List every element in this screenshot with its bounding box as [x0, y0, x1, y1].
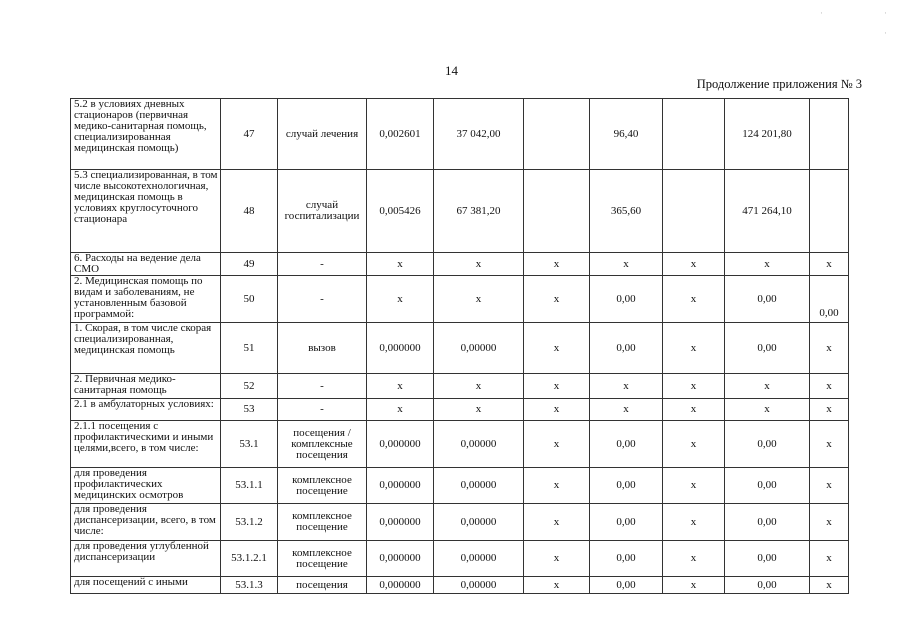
cell-c2: 0,00000 — [434, 421, 524, 468]
cell-c7 — [810, 170, 849, 253]
cell-num: 53 — [221, 399, 278, 421]
cell-unit: комплексное посещение — [278, 504, 367, 541]
table-row — [71, 170, 849, 253]
cell-c2: 0,00000 — [434, 468, 524, 504]
cell-c7 — [810, 99, 849, 170]
cell-c1: x — [367, 374, 434, 399]
cell-c1: 0,000000 — [367, 468, 434, 504]
scan-speck: · — [884, 8, 887, 18]
cell-c6: 471 264,10 — [725, 170, 810, 253]
cell-c2: 0,00000 — [434, 504, 524, 541]
row-name: 2.1 в амбулаторных условиях: — [71, 399, 221, 421]
cell-c3: x — [524, 276, 590, 323]
cell-unit: случай лечения — [278, 99, 367, 170]
cell-c1: 0,005426 — [367, 170, 434, 253]
cell-c4: 96,40 — [590, 99, 663, 170]
cell-num: 53.1.1 — [221, 468, 278, 504]
cell-c6: 0,00 — [725, 276, 810, 323]
cell-c3: x — [524, 468, 590, 504]
cell-c4: 0,00 — [590, 468, 663, 504]
cell-c4: x — [590, 374, 663, 399]
cell-unit: - — [278, 276, 367, 323]
cell-c5: x — [663, 253, 725, 276]
scan-speck: · — [884, 28, 887, 38]
cell-c5: x — [663, 374, 725, 399]
cell-c7: x — [810, 541, 849, 577]
cell-num: 49 — [221, 253, 278, 276]
cell-c1: 0,000000 — [367, 421, 434, 468]
row-name: для проведения углубленной диспансеризации — [71, 541, 221, 577]
row-name: 5.3 специализированная, в том числе высокотехнологичная, медицинская помощь в условиях круглосуточного стационара — [71, 170, 221, 253]
cell-c4: 0,00 — [590, 504, 663, 541]
cell-c5 — [663, 170, 725, 253]
row-name: 2.1.1 посещения с профилактическими и иными целями,всего, в том числе: — [71, 421, 221, 468]
cell-c4: 365,60 — [590, 170, 663, 253]
cell-num: 53.1.3 — [221, 577, 278, 594]
cell-num: 53.1 — [221, 421, 278, 468]
cell-c3: x — [524, 374, 590, 399]
cell-c3: x — [524, 253, 590, 276]
cell-c1: 0,000000 — [367, 504, 434, 541]
cell-c3: x — [524, 421, 590, 468]
table-row — [71, 504, 849, 541]
cell-c1: x — [367, 399, 434, 421]
row-name: 2. Медицинская помощь по видам и заболеваниям, не установленным базовой программой: — [71, 276, 221, 323]
table-row — [71, 374, 849, 399]
cell-c5: x — [663, 541, 725, 577]
cell-c6: 0,00 — [725, 541, 810, 577]
cell-c4: 0,00 — [590, 276, 663, 323]
table-row — [71, 541, 849, 577]
table-row — [71, 253, 849, 276]
cell-num: 52 — [221, 374, 278, 399]
cell-c3: x — [524, 504, 590, 541]
cell-unit: - — [278, 253, 367, 276]
table-row — [71, 577, 849, 594]
scan-speck: · — [820, 8, 823, 18]
cell-c7: x — [810, 253, 849, 276]
cell-c4: 0,00 — [590, 577, 663, 594]
cell-c2: x — [434, 374, 524, 399]
cell-c6: x — [725, 399, 810, 421]
cell-c6: 0,00 — [725, 504, 810, 541]
cell-c2: x — [434, 253, 524, 276]
cell-unit: - — [278, 374, 367, 399]
cell-c1: 0,000000 — [367, 577, 434, 594]
table-row — [71, 99, 849, 170]
cell-c2: x — [434, 276, 524, 323]
cell-num: 53.1.2 — [221, 504, 278, 541]
cell-unit: комплексное посещение — [278, 468, 367, 504]
cell-c3 — [524, 170, 590, 253]
cell-c6: 124 201,80 — [725, 99, 810, 170]
cell-unit: - — [278, 399, 367, 421]
cell-c1: x — [367, 276, 434, 323]
cell-c3: x — [524, 323, 590, 374]
funding-table — [70, 98, 849, 594]
row-name: для посещений с иными — [71, 577, 221, 594]
cell-unit: вызов — [278, 323, 367, 374]
cell-c2: x — [434, 399, 524, 421]
cell-c1: 0,000000 — [367, 323, 434, 374]
cell-c7: x — [810, 504, 849, 541]
cell-c6: x — [725, 374, 810, 399]
page-number: 14 — [445, 63, 458, 78]
cell-c1: x — [367, 253, 434, 276]
cell-c2: 0,00000 — [434, 541, 524, 577]
cell-c7: x — [810, 374, 849, 399]
table-row — [71, 468, 849, 504]
cell-unit: случай госпитализации — [278, 170, 367, 253]
cell-num: 51 — [221, 323, 278, 374]
cell-c3: x — [524, 577, 590, 594]
cell-num: 48 — [221, 170, 278, 253]
cell-c1: 0,000000 — [367, 541, 434, 577]
cell-c4: x — [590, 253, 663, 276]
cell-c4: x — [590, 399, 663, 421]
cell-c3: x — [524, 541, 590, 577]
cell-c5: x — [663, 577, 725, 594]
table-row — [71, 276, 849, 323]
table-row — [71, 399, 849, 421]
cell-c6: x — [725, 253, 810, 276]
cell-c6: 0,00 — [725, 323, 810, 374]
cell-c2: 37 042,00 — [434, 99, 524, 170]
cell-c5: x — [663, 399, 725, 421]
cell-num: 47 — [221, 99, 278, 170]
continuation-heading: Продолжение приложения № 3 — [696, 77, 862, 91]
cell-c5: x — [663, 504, 725, 541]
cell-c5: x — [663, 468, 725, 504]
cell-c3: x — [524, 399, 590, 421]
cell-c2: 67 381,20 — [434, 170, 524, 253]
cell-c7: x — [810, 468, 849, 504]
cell-c4: 0,00 — [590, 421, 663, 468]
cell-c6: 0,00 — [725, 421, 810, 468]
cell-c1: 0,002601 — [367, 99, 434, 170]
cell-c7: x — [810, 421, 849, 468]
row-name: для проведения профилактических медицинских осмотров — [71, 468, 221, 504]
table-row — [71, 421, 849, 468]
cell-c2: 0,00000 — [434, 577, 524, 594]
cell-c7: x — [810, 399, 849, 421]
row-name: 1. Скорая, в том числе скорая специализированная, медицинская помощь — [71, 323, 221, 374]
cell-unit: посещения — [278, 577, 367, 594]
table-body — [71, 99, 849, 594]
cell-num: 50 — [221, 276, 278, 323]
row-name: для проведения диспансеризации, всего, в том числе: — [71, 504, 221, 541]
cell-c5: x — [663, 323, 725, 374]
cell-c7: x — [810, 577, 849, 594]
cell-c5: x — [663, 276, 725, 323]
cell-c2: 0,00000 — [434, 323, 524, 374]
cell-unit: комплексное посещение — [278, 541, 367, 577]
cell-c7: 0,00 — [810, 276, 849, 323]
cell-c4: 0,00 — [590, 323, 663, 374]
cell-c5: x — [663, 421, 725, 468]
cell-c6: 0,00 — [725, 577, 810, 594]
cell-c3 — [524, 99, 590, 170]
row-name: 5.2 в условиях дневных стационаров (первичная медико-санитарная помощь, специализированная медицинская помощь) — [71, 99, 221, 170]
row-name: 6. Расходы на ведение дела СМО — [71, 253, 221, 276]
cell-c7: x — [810, 323, 849, 374]
cell-c4: 0,00 — [590, 541, 663, 577]
table-row — [71, 323, 849, 374]
cell-unit: посещения / комплексные посещения — [278, 421, 367, 468]
cell-c6: 0,00 — [725, 468, 810, 504]
cell-c5 — [663, 99, 725, 170]
row-name: 2. Первичная медико-санитарная помощь — [71, 374, 221, 399]
cell-num: 53.1.2.1 — [221, 541, 278, 577]
